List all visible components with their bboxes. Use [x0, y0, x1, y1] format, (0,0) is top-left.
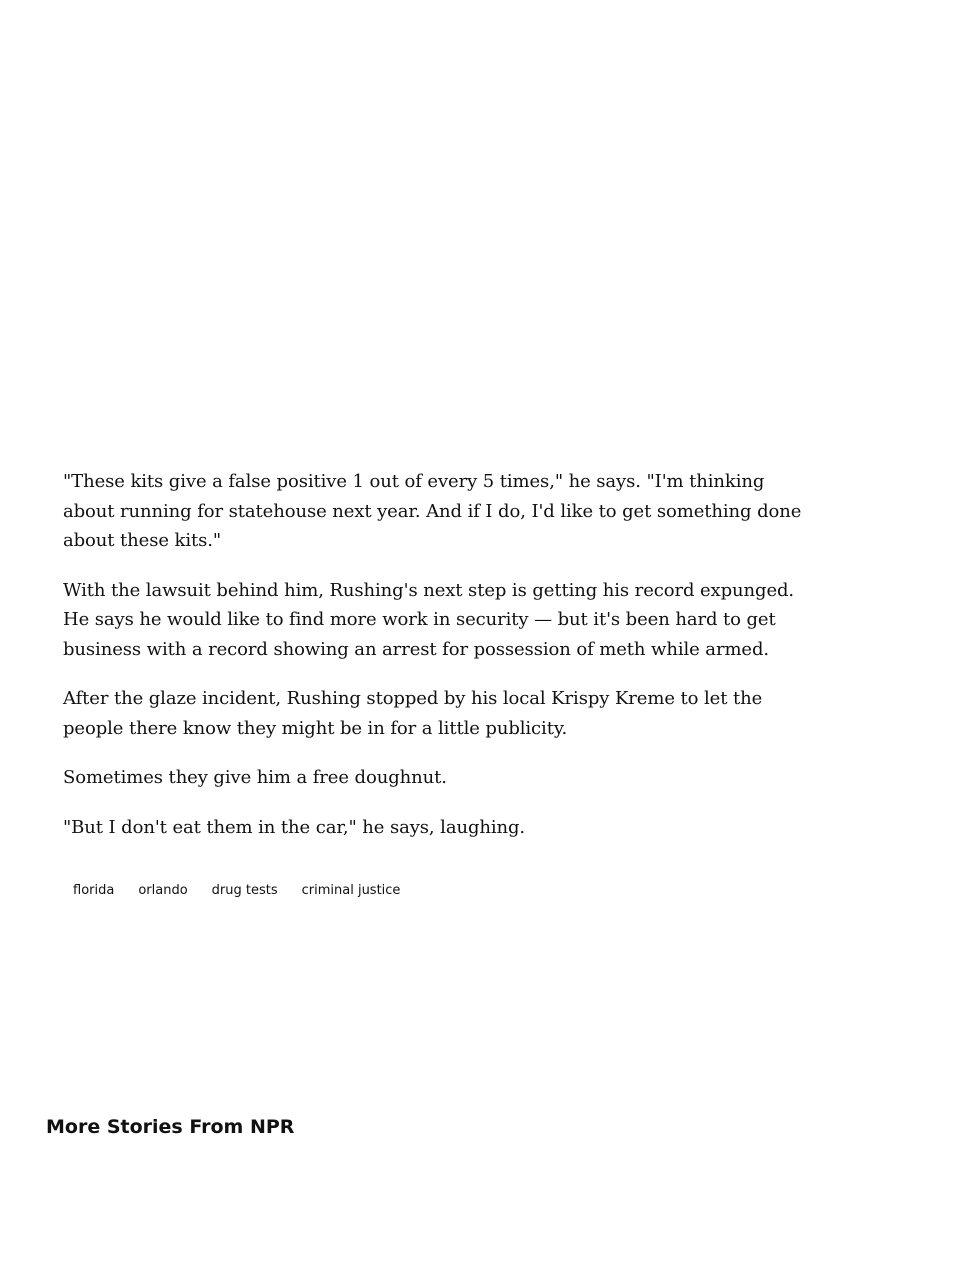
- tag-florida[interactable]: florida: [73, 883, 115, 898]
- tag-drug-tests[interactable]: drug tests: [211, 883, 278, 898]
- tag-criminal-justice[interactable]: criminal justice: [301, 883, 401, 898]
- article-paragraph: After the glaze incident, Rushing stopped by his local Krispy Kreme to let the people there know they might be in for a little publicity.: [63, 688, 763, 739]
- article-paragraph: With the lawsuit behind him, Rushing's next step is getting his record expunged. He says he would like to find more work in security — but it's been hard to get business with a record showing an arrest for possession of meth while armed.: [63, 579, 795, 660]
- tag-list: [63, 880, 414, 902]
- article-paragraph: "But I don't eat them in the car," he says, laughing.: [63, 816, 526, 838]
- tag-orlando[interactable]: orlando: [138, 883, 188, 898]
- article-paragraph: "These kits give a false positive 1 out of every 5 times," he says. "I'm thinking about running for statehouse next year. And if I do, I'd like to get something done about these kits.": [63, 471, 802, 551]
- article-body: [63, 467, 803, 862]
- article-paragraph: Sometimes they give him a free doughnut.: [63, 767, 447, 788]
- more-stories-heading: More Stories From NPR: [46, 1116, 295, 1138]
